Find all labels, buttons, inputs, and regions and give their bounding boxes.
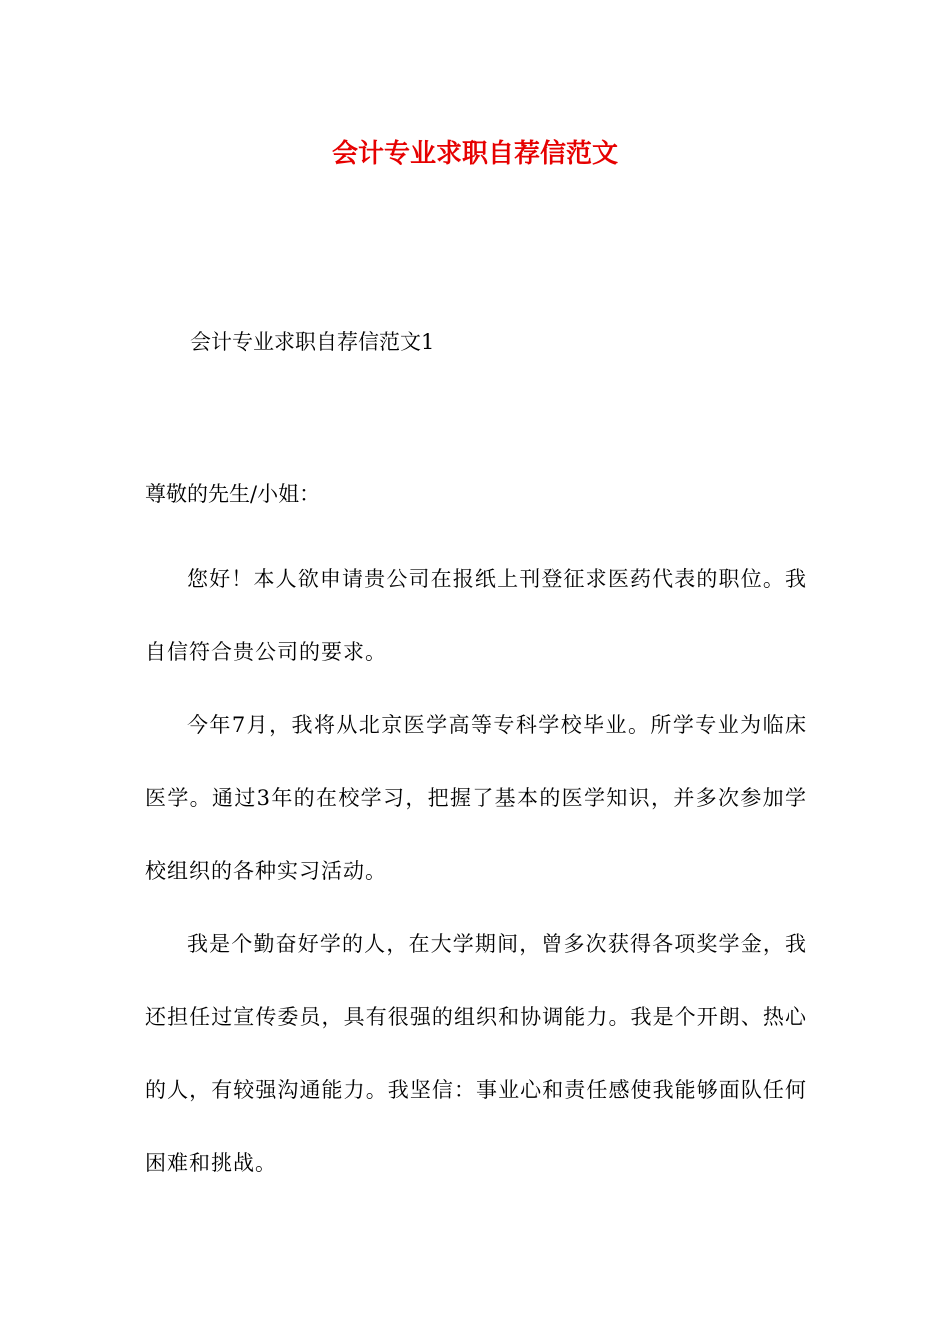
paragraph-intro: 您好！本人欲申请贵公司在报纸上刊登征求医药代表的职位。我自信符合贵公司的要求。 [145, 567, 807, 664]
document-title: 会计专业求职自荐信范文 [331, 139, 618, 169]
salutation: 尊敬的先生/小姐： [145, 482, 321, 506]
letter-heading: 会计专业求职自荐信范文1 [190, 330, 435, 354]
paragraph-personality: 我是个勤奋好学的人，在大学期间，曾多次获得各项奖学金，我还担任过宣传委员，具有很强的组织和协调能力。我是个开朗、热心的人，有较强沟通能力。我坚信：事业心和责任感使我能够面队任何困难和挑战。 [145, 932, 807, 1175]
letter-body [145, 543, 807, 1200]
paragraph-education: 今年7月，我将从北京医学高等专科学校毕业。所学专业为临床医学。通过3年的在校学习，把握了基本的医学知识，并多次参加学校组织的各种实习活动。 [145, 713, 807, 883]
